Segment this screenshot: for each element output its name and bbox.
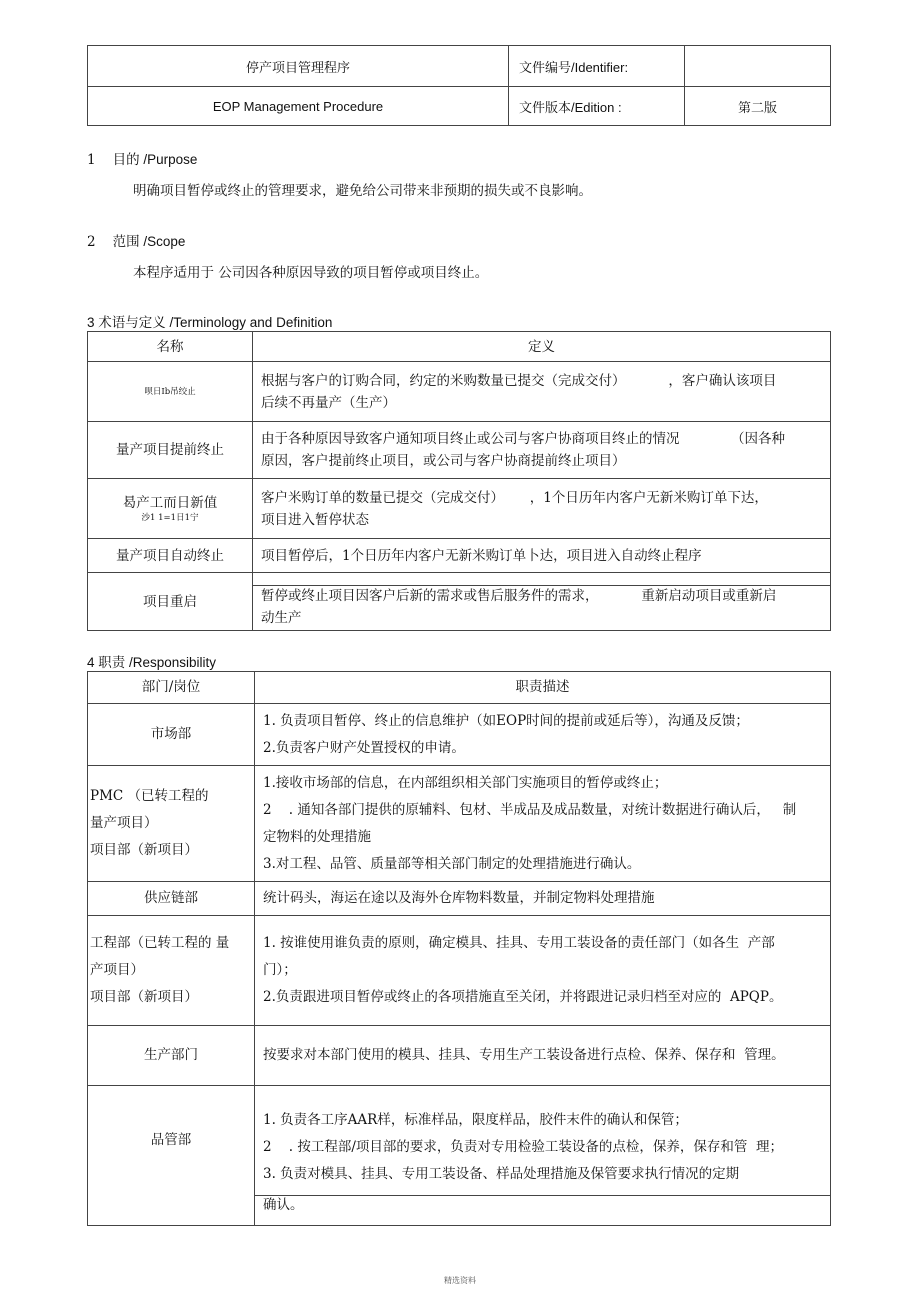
definition-line: 客户米购订单的数量已提交（完成交付） ，1个日历年内客户无新米购订单下达， [261, 489, 768, 506]
table-row [88, 1086, 831, 1196]
document-title-cn: 停产项目管理程序 [245, 60, 350, 76]
duty-line: 定物料的处理措施 [263, 828, 371, 845]
table-header-row [88, 672, 831, 704]
document-title-en: EOP Management Procedure [212, 98, 384, 114]
table-row [88, 539, 831, 573]
duty-description [255, 916, 831, 1026]
department-line: PMC （已转工程的 [90, 788, 209, 804]
table-row [88, 766, 831, 882]
inner-rule [253, 585, 830, 586]
table-row [88, 573, 831, 631]
identifier-value [685, 46, 831, 87]
table-row [88, 1026, 831, 1086]
department-name [88, 916, 255, 1026]
duty-line: 3. 负责对模具、挂具、专用工装设备、样品处理措施及保管要求执行情况的定期 [263, 1166, 740, 1182]
duty-line: 2.负责客户财产处置授权的申请。 [263, 739, 465, 756]
duty-description [255, 704, 831, 766]
department-name [88, 1196, 255, 1226]
terminology-table [87, 331, 831, 631]
duty-line: 2 . 通知各部门提供的原辅料、包材、半成品及成品数量，对统计数据进行确认后， 制 [263, 801, 797, 818]
department-line: 量产项目） [90, 815, 158, 831]
table-row [88, 882, 831, 916]
term-name: 项目重启 [88, 573, 253, 631]
department-line: 项目部（新项目） [90, 842, 198, 858]
title-en-cell [88, 87, 509, 126]
term-definition [253, 362, 831, 422]
department-name [88, 766, 255, 882]
section-scope-heading [87, 230, 185, 250]
duty-line: 2.负责跟进项目暂停或终止的各项措施直至关闭，并将跟进记录归档至对应的 APQP。 [263, 989, 783, 1005]
term-name-cell [88, 479, 253, 539]
section-title: 目的 /Purpose [112, 152, 198, 167]
responsibility-table [87, 671, 831, 1226]
section-number: 1 [87, 152, 96, 168]
term-definition [253, 422, 831, 479]
definition-line: 根据与客户的订购合同，约定的米购数量已提交（完成交付） ，客户确认该项目 [261, 372, 777, 389]
duty-line: 1.接收市场部的信息，在内部组织相关部门实施项目的暂停或终止； [263, 774, 668, 791]
table-row [88, 422, 831, 479]
scope-text: 本程序适用于 公司因各种原因导致的项目暂停或项目终止。 [133, 265, 489, 281]
column-header: 部门/岗位 [88, 672, 255, 704]
column-header: 名称 [88, 332, 253, 362]
department-name: 供应链部 [88, 882, 255, 916]
table-row [88, 362, 831, 422]
definition-line: 原因，客户提前终止项目，或公司与客户协商提前终止项目） [261, 453, 626, 469]
definition-line: 由于各种原因导致客户通知项目终止或公司与客户协商项目终止的情况 （因各种 [261, 431, 785, 447]
duty-description: 按要求对本部门使用的模具、挂具、专用生产工装设备进行点检、保养、保存和 管理。 [255, 1026, 831, 1086]
term-definition [253, 573, 831, 631]
department-name: 生产部门 [88, 1026, 255, 1086]
column-header: 职责描述 [255, 672, 831, 704]
term-name: 量产项目提前终止 [88, 422, 253, 479]
department-line: 产项目） [90, 962, 144, 978]
duty-line: 1. 负责项目暂停、终止的信息维护（如EOP时间的提前或延后等），沟通及反馈； [263, 712, 749, 729]
department-line: 工程部（已转工程的 量 [90, 935, 230, 951]
duty-line: 3.对工程、品管、质量部等相关部门制定的处理措施进行确认。 [263, 855, 641, 872]
column-header: 定义 [253, 332, 831, 362]
duty-line: 1. 按谁使用谁负责的原则，确定模具、挂具、专用工装设备的责任部门（如各生 产部 [263, 935, 775, 951]
table-header-row [88, 332, 831, 362]
department-line: 项目部（新项目） [90, 989, 198, 1005]
department-name: 市场部 [88, 704, 255, 766]
duty-description: 统计码头，海运在途以及海外仓库物料数量，并制定物料处理措施 [255, 882, 831, 916]
edition-label: 文件版本/Edition : [509, 87, 685, 126]
section-purpose-heading [87, 148, 197, 168]
duty-description [255, 766, 831, 882]
term-definition [253, 479, 831, 539]
section-terminology-heading: 3 术语与定义 /Terminology and Definition [87, 315, 333, 330]
duty-line: 1. 负责各工序AAR样，标准样品，限度样品，胶件末件的确认和保管； [263, 1112, 688, 1128]
duty-line: 2 . 按工程部/项目部的要求，负责对专用检验工装设备的点检，保养，保存和管 理； [263, 1139, 783, 1155]
table-row [88, 704, 831, 766]
duty-description: 确认。 [255, 1196, 831, 1226]
department-name: 品管部 [88, 1086, 255, 1196]
definition-line: 后续不再量产（生产） [261, 394, 396, 411]
purpose-text: 明确项目暂停或终止的管理要求，避免给公司带来非预期的损失或不良影响。 [133, 183, 592, 199]
title-cn-cell [88, 46, 509, 87]
section-title: 范围 /Scope [112, 234, 186, 249]
document-header-table [87, 45, 831, 126]
page-footer: 精选资料 [444, 1276, 476, 1285]
term-name: 曷产工而日新值 [122, 494, 218, 511]
term-name-sub: 沙1 1=1日1宁 [141, 512, 199, 523]
duty-line: 门）； [263, 962, 297, 978]
duty-description [255, 1086, 831, 1196]
definition-line: 动生产 [261, 609, 302, 626]
section-number: 2 [87, 234, 96, 250]
table-row [88, 916, 831, 1026]
identifier-label: 文件编号/Identifier: [509, 46, 685, 87]
term-name: 量产项目自动终止 [88, 539, 253, 573]
term-definition: 项目暂停后，1个日历年内客户无新米购订单卜达，项目进入自动终止程序 [253, 539, 831, 573]
table-row [88, 479, 831, 539]
table-row [88, 1196, 831, 1226]
definition-line: 暂停或终止项目因客户后新的需求或售后服务件的需求， 重新启动项目或重新启 [261, 587, 777, 604]
section-responsibility-heading: 4 职责 /Responsibility [87, 655, 217, 670]
definition-line: 项目进入暂停状态 [261, 511, 369, 528]
term-name: 呗日Ib吊绞止 [88, 362, 253, 422]
edition-value: 第二版 [685, 87, 831, 126]
